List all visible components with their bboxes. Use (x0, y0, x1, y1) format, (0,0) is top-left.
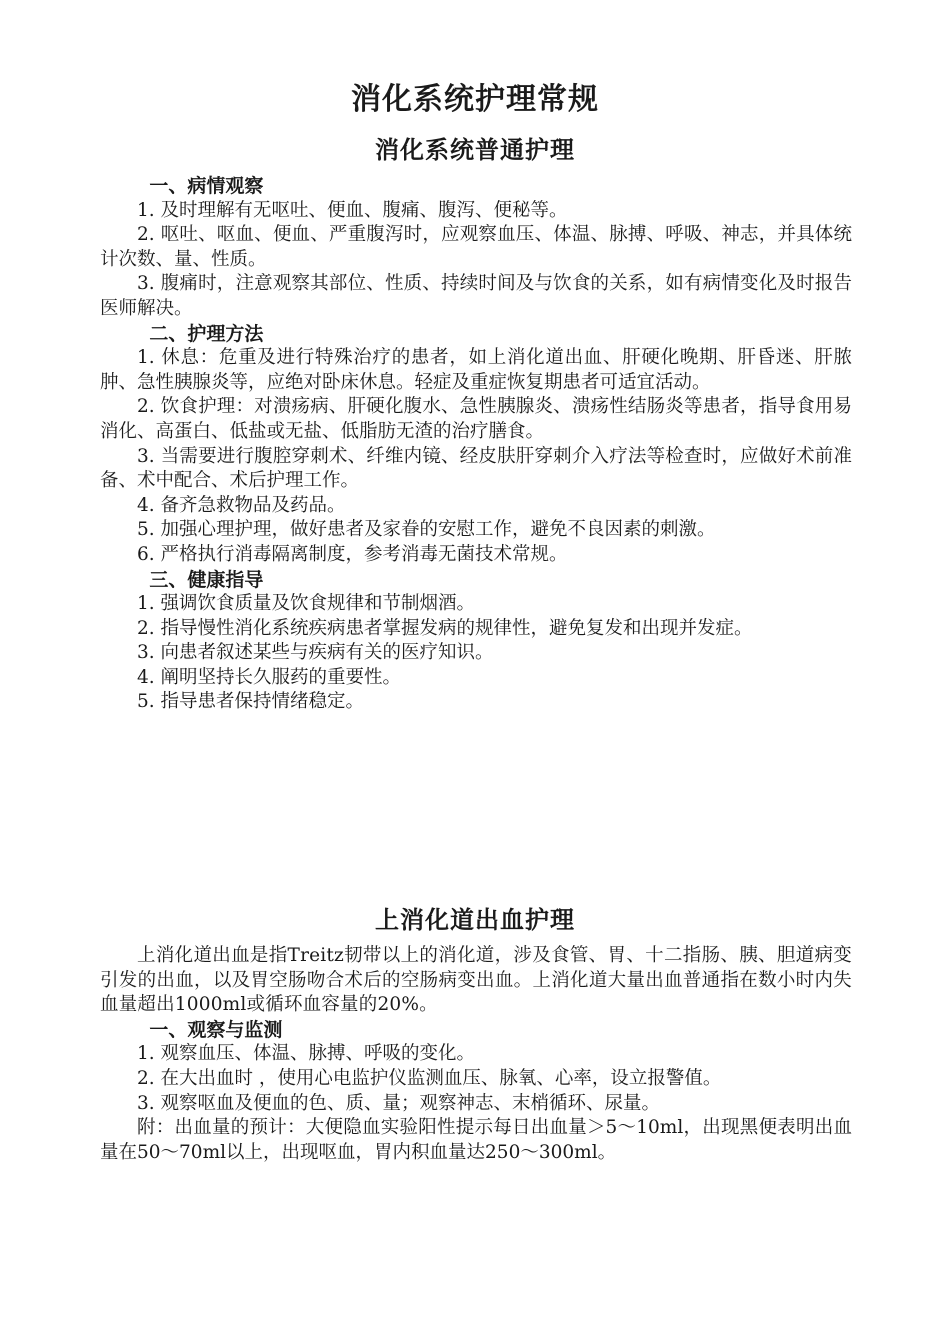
paragraph: 3. 当需要进行腹腔穿刺术、纤维内镜、经皮肤肝穿刺介入疗法等检查时，应做好术前准备、术中配合、术后护理工作。 (100, 445, 852, 492)
paragraph: 3. 腹痛时，注意观察其部位、性质、持续时间及与饮食的关系，如有病情变化及时报告医师解决。 (100, 273, 852, 319)
section-general-care (100, 174, 852, 715)
heading-observation: 一、病情观察 (149, 175, 264, 197)
paragraph: 2. 饮食护理：对溃疡病、肝硬化腹水、急性胰腺炎、溃疡性结肠炎等患者，指导食用易消化、高蛋白、低盐或无盐、低脂肪无渣的治疗膳食。 (100, 396, 852, 442)
intro-paragraph: 上消化道出血是指Treitz韧带以上的消化道，涉及食管、胃、十二指肠、胰、胆道病变引发的出血，以及胃空肠吻合术后的空肠病变出血。上消化道大量出血普通指在数小时内失血量超出1000ml或循环血容量的20%。 (100, 945, 852, 1016)
heading-monitoring: 一、观察与监测 (149, 1018, 283, 1041)
section-title-gi-bleeding: 上消化道出血护理 (375, 905, 575, 934)
paragraph: 1. 强调饮食质量及饮食规律和节制烟酒。 (137, 593, 476, 615)
paragraph: 4. 备齐急救物品及药品。 (137, 494, 346, 516)
paragraph: 3. 向患者叙述某些与疾病有关的医疗知识。 (137, 642, 494, 664)
page-title: 消化系统护理常规 (351, 82, 599, 117)
paragraph: 2. 指导慢性消化系统疾病患者掌握发病的规律性，避免复发和出现并发症。 (137, 617, 753, 639)
section-title-general-care: 消化系统普通护理 (375, 135, 575, 164)
paragraph: 6. 严格执行消毒隔离制度，参考消毒无菌技术常规。 (137, 543, 568, 565)
heading-care-methods: 二、护理方法 (149, 322, 264, 345)
paragraph: 4. 阐明坚持长久服药的重要性。 (137, 666, 402, 688)
paragraph: 附：出血量的预计：大便隐血实验阳性提示每日出血量＞5～10ml，出现黑便表明出血量在50～70ml以上，出现呕血，胃内积血量达250～300ml。 (100, 1117, 852, 1163)
paragraph: 1. 及时理解有无呕吐、便血、腹痛、腹泻、便秘等。 (137, 199, 568, 221)
paragraph: 2. 呕吐、呕血、便血、严重腹泻时，应观察血压、体温、脉搏、呼吸、神志，并具体统计次数、量、性质。 (100, 224, 852, 270)
paragraph: 1. 休息：危重及进行特殊治疗的患者，如上消化道出血、肝硬化晚期、肝昏迷、肝脓肿、急性胰腺炎等，应绝对卧床休息。轻症及重症恢复期患者可适宜活动。 (100, 347, 852, 393)
paragraph: 3. 观察呕血及便血的色、质、量；观察神志、末梢循环、尿量。 (137, 1092, 661, 1114)
paragraph: 5. 指导患者保持情绪稳定。 (137, 691, 365, 713)
paragraph: 1. 观察血压、体温、脉搏、呼吸的变化。 (137, 1043, 476, 1065)
heading-health-guidance: 三、健康指导 (149, 568, 264, 591)
paragraph: 5. 加强心理护理，做好患者及家眷的安慰工作，避免不良因素的刺激。 (137, 519, 716, 541)
paragraph: 2. 在大出血时 ，使用心电监护仪监测血压、脉氧、心率，设立报警值。 (137, 1067, 722, 1089)
section-gi-bleeding (100, 944, 852, 1165)
